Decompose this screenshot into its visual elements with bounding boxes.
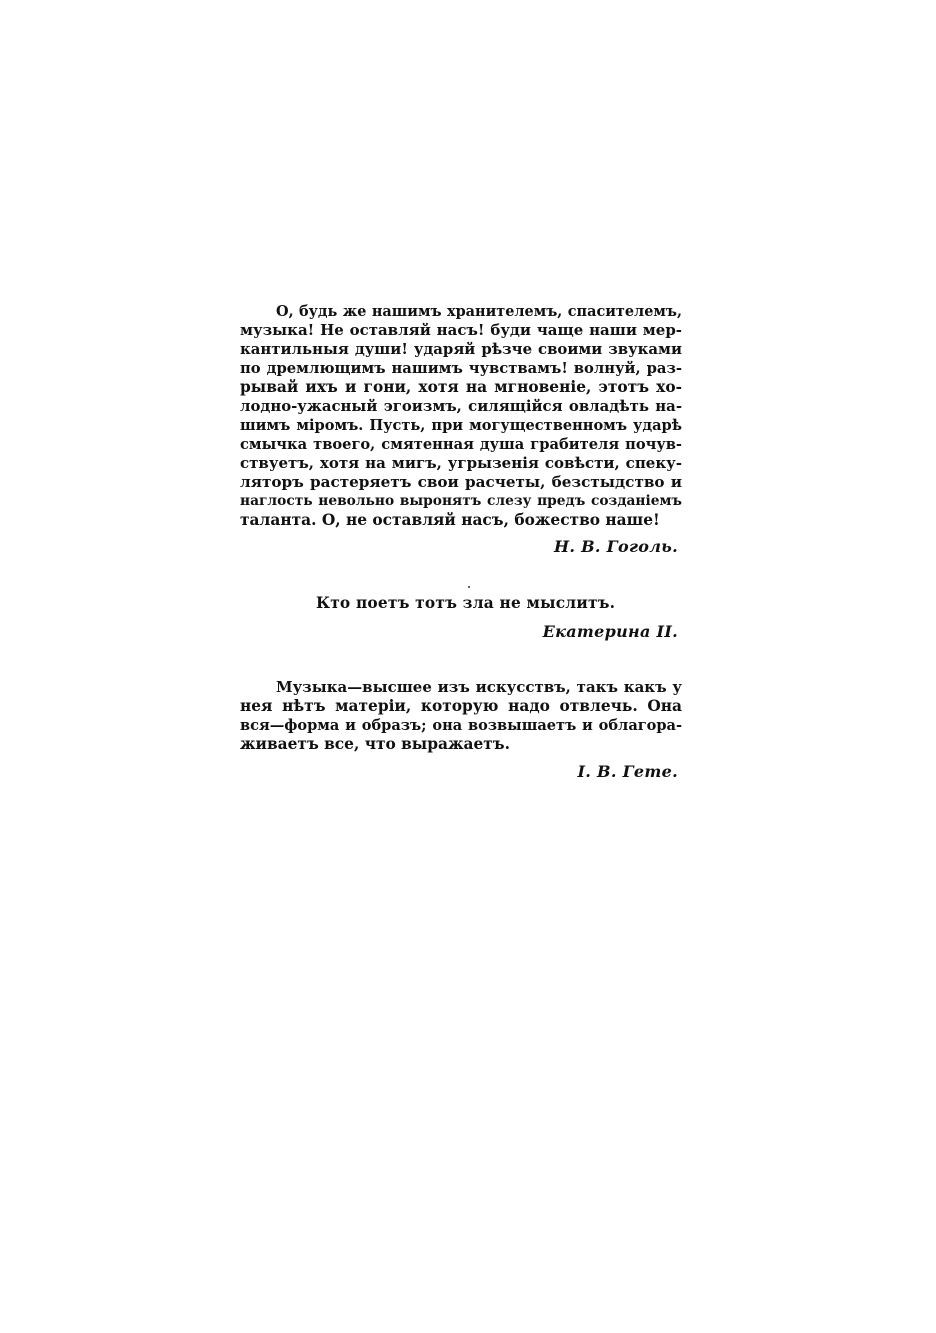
quote-line: по дремлющимъ нашимъ чувствамъ! волнуй, раз- [240, 360, 682, 377]
quote-line: ляторъ растеряетъ свои расчеты, безстыдство и [240, 473, 682, 491]
quote-gogol [240, 302, 682, 530]
quote-line: смычка твоего, смятенная душа грабителя почув- [240, 436, 682, 453]
quote-catherine: Кто поетъ тотъ зла не мыслитъ. [316, 594, 616, 612]
quote-line: наглость невольно выронятъ слезу предъ созданіемъ [240, 493, 682, 509]
quote-line: О, будь же нашимъ хранителемъ, спасителемъ, [276, 303, 682, 320]
quote-line: лодно-ужасный эгоизмъ, силящійся овладѣть на- [240, 397, 682, 415]
quote-line: Музыка—высшее изъ искусствъ, такъ какъ у [276, 678, 682, 696]
quote-author-gogol: Н. В. Гоголь. [553, 537, 678, 556]
quote-author-catherine: Екатерина II. [542, 622, 678, 641]
quote-line: таланта. О, не оставляй насъ, божество наше! [240, 511, 660, 529]
quote-line: шимъ міромъ. Пусть, при могущественномъ ударѣ [240, 417, 682, 434]
quote-line: кантильныя души! ударяй рѣзче своими звуками [240, 340, 682, 358]
quote-line: вся—форма и образъ; она возвышаетъ и облагора- [240, 717, 682, 734]
quote-author-goethe: I. В. Гете. [577, 762, 678, 781]
quote-goethe [240, 678, 682, 754]
quote-line: музыка! Не оставляй насъ! буди чаще наши мер- [240, 321, 682, 339]
quote-line: ствуетъ, хотя на мигъ, угрызенія совѣсти, спеку- [240, 454, 682, 472]
print-speck [468, 586, 470, 588]
quote-line: живаетъ все, что выражаетъ. [240, 735, 510, 753]
quote-line: нея нѣтъ матеріи, которую надо отвлечь. Она [240, 697, 682, 715]
quote-line: рывай ихъ и гони, хотя на мгновеніе, этотъ хо- [240, 378, 682, 396]
